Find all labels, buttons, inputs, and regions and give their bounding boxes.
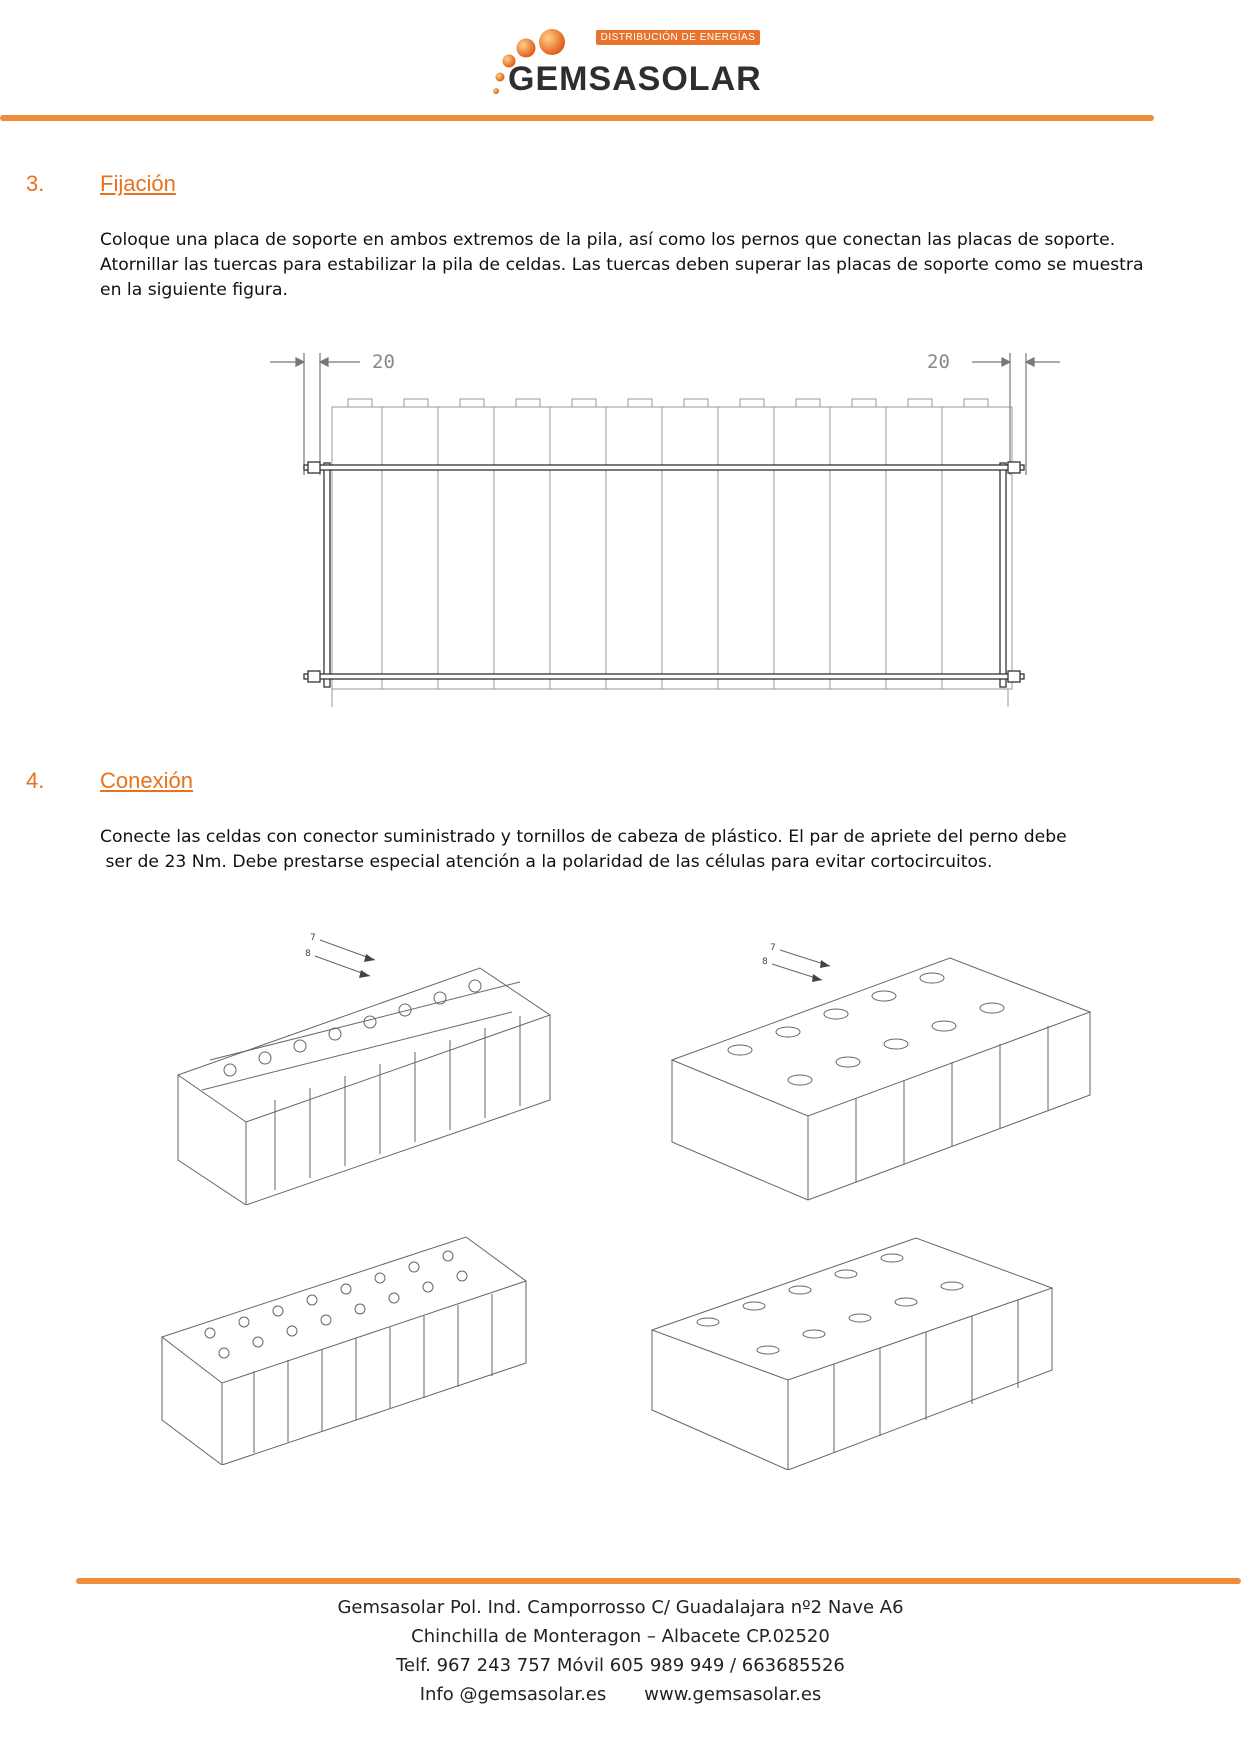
arrow-icon [812,974,822,982]
paragraph-fijacion [100,228,1144,303]
arrow-icon [364,954,375,962]
connection-figure-top-right [660,920,1120,1205]
footer-email: Info @gemsasolar.es [419,1684,607,1705]
callout-label: 7 [770,943,776,953]
footer-city: Chinchilla de Monteragon – Albacete CP.02520 [411,1626,830,1647]
arrow-icon [820,960,830,968]
header-divider [0,115,1154,121]
connection-figure-bottom-left [140,1225,540,1465]
paragraph-line: Conecte las celdas con conector suministrado y tornillos de cabeza de plástico. El par de apriete del perno debe [100,827,1067,847]
paragraph-line: en la siguiente figura. [100,280,288,300]
dimension-left-label: 20 [372,351,395,373]
stack-fixation-figure [260,345,1070,715]
footer-divider [76,1578,1241,1584]
footer-web-row [0,1680,1241,1709]
paragraph-line: ser de 23 Nm. Debe prestarse especial atención a la polaridad de las células para evitar cortocircuitos. [100,852,993,872]
logo-brand: GEMSASOLAR [508,60,762,98]
footer-address: Gemsasolar Pol. Ind. Camporrosso C/ Guadalajara nº2 Nave A6 [337,1597,904,1618]
callout-label: 8 [305,949,311,959]
section-title-fijacion [26,171,176,197]
arrow-icon [359,970,370,978]
connection-figure-bottom-right [640,1230,1070,1470]
section-number: 3. [26,171,45,196]
paragraph-conexion [100,825,1067,875]
callout-label: 7 [310,933,316,943]
dimension-right-label: 20 [927,351,950,373]
footer-website: www.gemsasolar.es [644,1684,822,1705]
section-title-text: Fijación [100,171,176,196]
paragraph-line: Coloque una placa de soporte en ambos extremos de la pila, así como los pernos que conectan las placas de soporte. [100,230,1116,250]
footer-phone: Telf. 967 243 757 Móvil 605 989 949 / 663685526 [396,1655,845,1676]
connection-figure-top-left [150,920,570,1205]
paragraph-line: Atornillar las tuercas para estabilizar la pila de celdas. Las tuercas deben superar las placas de soporte como se muestra [100,255,1144,275]
section-title-conexion [26,768,193,794]
footer-contact [0,1593,1241,1709]
section-number: 4. [26,768,45,793]
section-title-text: Conexión [100,768,193,793]
callout-label: 8 [762,957,768,967]
logo-tagline: DISTRIBUCIÓN DE ENERGÍAS [596,30,760,45]
